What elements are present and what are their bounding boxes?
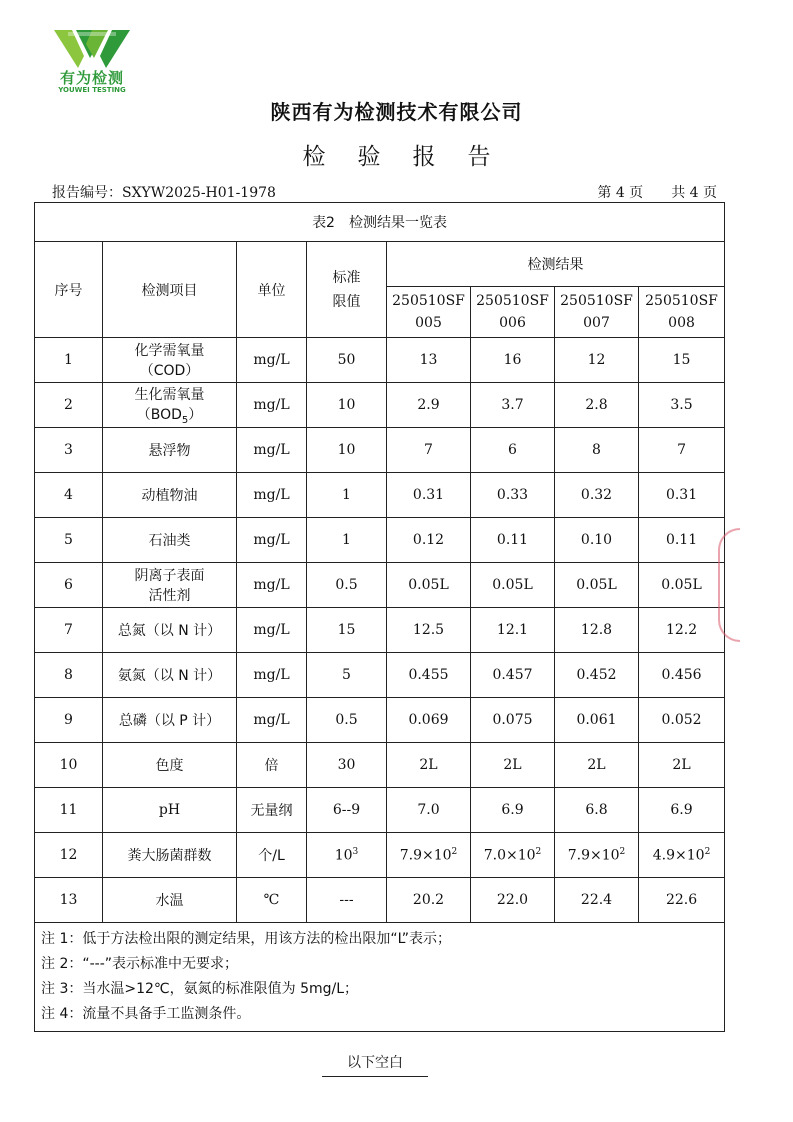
limit-exponent: 3 <box>352 846 359 857</box>
row-value: 8 <box>555 428 639 473</box>
row-item: 氨氮（以 N 计） <box>103 653 237 698</box>
note-line: 注 4：流量不具备手工监测条件。 <box>41 1006 251 1022</box>
row-item: pH <box>103 788 237 833</box>
row-value: 0.05L <box>471 563 555 608</box>
title-char: 验 <box>357 144 381 170</box>
table-row <box>35 563 725 608</box>
limit-base: 10 <box>334 847 353 864</box>
row-unit: 个/L <box>237 833 307 878</box>
value-exponent: 2 <box>451 846 458 857</box>
table-notes <box>35 923 725 1032</box>
row-unit: mg/L <box>237 383 307 428</box>
header-limit <box>307 242 387 338</box>
table-row <box>35 743 725 788</box>
page-indicator <box>569 182 717 202</box>
row-value: 3.5 <box>639 383 725 428</box>
sample-id-line2: 008 <box>668 315 695 331</box>
row-item: 粪大肠菌群数 <box>103 833 237 878</box>
row-value: 0.31 <box>639 473 725 518</box>
title-char: 告 <box>467 144 491 170</box>
row-index: 11 <box>35 788 103 833</box>
row-item <box>103 383 237 428</box>
sample-id-line1: 250510SF <box>560 293 633 309</box>
row-limit <box>307 833 387 878</box>
row-value: 6.9 <box>471 788 555 833</box>
row-item: 色度 <box>103 743 237 788</box>
row-value: 0.33 <box>471 473 555 518</box>
row-value: 13 <box>387 338 471 383</box>
row-value: 0.32 <box>555 473 639 518</box>
page-current: 第 4 页 <box>597 185 644 201</box>
row-value: 22.6 <box>639 878 725 923</box>
row-value: 0.455 <box>387 653 471 698</box>
row-value: 15 <box>639 338 725 383</box>
row-index: 1 <box>35 338 103 383</box>
row-value: 0.12 <box>387 518 471 563</box>
table-caption: 表2 检测结果一览表 <box>35 203 725 242</box>
table-row <box>35 788 725 833</box>
logo-en-text: YOUWEI TESTING <box>58 86 126 94</box>
row-value: 2L <box>555 743 639 788</box>
row-value: 3.7 <box>471 383 555 428</box>
row-unit: mg/L <box>237 428 307 473</box>
row-item: 悬浮物 <box>103 428 237 473</box>
row-index: 6 <box>35 563 103 608</box>
row-item <box>103 338 237 383</box>
row-value <box>555 833 639 878</box>
row-index: 12 <box>35 833 103 878</box>
sample-id <box>387 287 471 338</box>
row-index: 5 <box>35 518 103 563</box>
row-value: 2L <box>387 743 471 788</box>
row-unit: mg/L <box>237 653 307 698</box>
row-limit: 1 <box>307 518 387 563</box>
row-unit: mg/L <box>237 338 307 383</box>
row-value: 12.8 <box>555 608 639 653</box>
row-value: 7.0 <box>387 788 471 833</box>
row-value: 2.9 <box>387 383 471 428</box>
row-index: 10 <box>35 743 103 788</box>
row-index: 2 <box>35 383 103 428</box>
row-value: 6.8 <box>555 788 639 833</box>
value-base: 7.9×10 <box>567 847 620 864</box>
row-value: 0.05L <box>639 563 725 608</box>
row-limit: 0.5 <box>307 698 387 743</box>
row-value: 0.11 <box>471 518 555 563</box>
row-value: 0.457 <box>471 653 555 698</box>
row-limit: 10 <box>307 428 387 473</box>
header-item: 检测项目 <box>103 242 237 338</box>
sample-id <box>471 287 555 338</box>
row-limit: 6--9 <box>307 788 387 833</box>
results-table <box>34 202 725 1032</box>
seal-stamp <box>718 528 740 642</box>
page-total: 共 4 页 <box>671 185 717 201</box>
row-value: 0.069 <box>387 698 471 743</box>
row-value: 0.075 <box>471 698 555 743</box>
row-item: 水温 <box>103 878 237 923</box>
note-line: 注 2：“---”表示标准中无要求； <box>41 956 239 972</box>
table-row <box>35 473 725 518</box>
row-value: 7 <box>639 428 725 473</box>
row-value: 12.2 <box>639 608 725 653</box>
row-value: 0.052 <box>639 698 725 743</box>
row-value: 0.11 <box>639 518 725 563</box>
header-index: 序号 <box>35 242 103 338</box>
row-value: 0.31 <box>387 473 471 518</box>
row-value: 0.456 <box>639 653 725 698</box>
note-line: 注 1：低于方法检出限的测定结果，用该方法的检出限加“L”表示； <box>41 931 451 947</box>
row-item-line2: （BOD <box>136 407 182 424</box>
sample-id-line2: 006 <box>499 315 526 331</box>
row-item-subscript: 5 <box>181 414 189 426</box>
company-logo <box>52 30 132 102</box>
row-value: 22.4 <box>555 878 639 923</box>
row-item-line1: 生化需氧量 <box>134 387 205 404</box>
sample-id-line2: 007 <box>583 315 610 331</box>
row-limit: 5 <box>307 653 387 698</box>
row-value <box>639 833 725 878</box>
table-row <box>35 428 725 473</box>
value-base: 7.9×10 <box>399 847 452 864</box>
row-value: 6.9 <box>639 788 725 833</box>
row-value: 12 <box>555 338 639 383</box>
table-row <box>35 833 725 878</box>
row-unit: mg/L <box>237 608 307 653</box>
row-value: 7 <box>387 428 471 473</box>
row-index: 4 <box>35 473 103 518</box>
logo-cn-text: 有为检测 <box>59 69 124 87</box>
value-base: 7.0×10 <box>483 847 536 864</box>
title-char: 检 <box>302 144 326 170</box>
end-marker: 以下空白 <box>322 1052 428 1077</box>
sample-id-line1: 250510SF <box>645 293 718 309</box>
sample-id-line1: 250510SF <box>476 293 549 309</box>
row-index: 8 <box>35 653 103 698</box>
row-item-line1: 化学需氧量 <box>134 343 205 359</box>
row-value: 16 <box>471 338 555 383</box>
row-index: 7 <box>35 608 103 653</box>
row-value: 0.05L <box>387 563 471 608</box>
value-exponent: 2 <box>704 846 711 857</box>
row-index: 13 <box>35 878 103 923</box>
report-number: 报告编号：SXYW2025-H01-1978 <box>52 185 276 201</box>
row-unit: 倍 <box>237 743 307 788</box>
row-limit: 10 <box>307 383 387 428</box>
row-value: 2.8 <box>555 383 639 428</box>
row-value: 12.1 <box>471 608 555 653</box>
row-limit: 50 <box>307 338 387 383</box>
row-unit: mg/L <box>237 473 307 518</box>
table-row <box>35 653 725 698</box>
row-limit: 0.5 <box>307 563 387 608</box>
row-unit: ℃ <box>237 878 307 923</box>
row-unit: mg/L <box>237 518 307 563</box>
row-unit: mg/L <box>237 698 307 743</box>
row-value: 2L <box>639 743 725 788</box>
note-line: 注 3：当水温>12℃，氨氮的标准限值为 5mg/L； <box>41 981 359 997</box>
row-index: 9 <box>35 698 103 743</box>
row-limit: 1 <box>307 473 387 518</box>
row-item-line2: （COD） <box>139 363 200 379</box>
table-caption-row <box>35 203 725 242</box>
row-limit: 15 <box>307 608 387 653</box>
table-row <box>35 608 725 653</box>
row-limit: 30 <box>307 743 387 788</box>
row-item-line1: 阴离子表面 <box>134 568 205 584</box>
row-item <box>103 563 237 608</box>
row-index: 3 <box>35 428 103 473</box>
row-value: 6 <box>471 428 555 473</box>
row-unit: 无量纲 <box>237 788 307 833</box>
table-row <box>35 383 725 428</box>
row-value <box>471 833 555 878</box>
value-exponent: 2 <box>619 846 626 857</box>
header-row <box>35 242 725 287</box>
row-value: 20.2 <box>387 878 471 923</box>
row-item-line2: 活性剂 <box>148 588 191 604</box>
row-value: 12.5 <box>387 608 471 653</box>
table-row <box>35 878 725 923</box>
row-limit: --- <box>307 878 387 923</box>
row-value: 22.0 <box>471 878 555 923</box>
header-results: 检测结果 <box>387 242 725 287</box>
row-value <box>387 833 471 878</box>
row-item-line2-end: ） <box>188 407 203 424</box>
notes-row <box>35 923 725 1032</box>
row-item: 总氮（以 N 计） <box>103 608 237 653</box>
table-row <box>35 518 725 563</box>
row-value: 2L <box>471 743 555 788</box>
value-exponent: 2 <box>535 846 542 857</box>
row-value: 0.061 <box>555 698 639 743</box>
value-base: 4.9×10 <box>652 847 705 864</box>
sample-id <box>555 287 639 338</box>
title-char: 报 <box>412 144 436 170</box>
row-value: 0.05L <box>555 563 639 608</box>
header-unit: 单位 <box>237 242 307 338</box>
header-limit-text: 标准限值 <box>332 269 361 310</box>
row-value: 0.452 <box>555 653 639 698</box>
sample-id-line1: 250510SF <box>392 293 465 309</box>
document-title <box>0 138 793 171</box>
company-name: 陕西有为检测技术有限公司 <box>270 100 523 124</box>
logo-mark-icon <box>54 30 130 70</box>
row-item: 动植物油 <box>103 473 237 518</box>
table-row <box>35 338 725 383</box>
row-item: 总磷（以 P 计） <box>103 698 237 743</box>
row-value: 0.10 <box>555 518 639 563</box>
row-unit: mg/L <box>237 563 307 608</box>
sample-id-line2: 005 <box>415 315 442 331</box>
table-row <box>35 698 725 743</box>
sample-id <box>639 287 725 338</box>
row-item: 石油类 <box>103 518 237 563</box>
